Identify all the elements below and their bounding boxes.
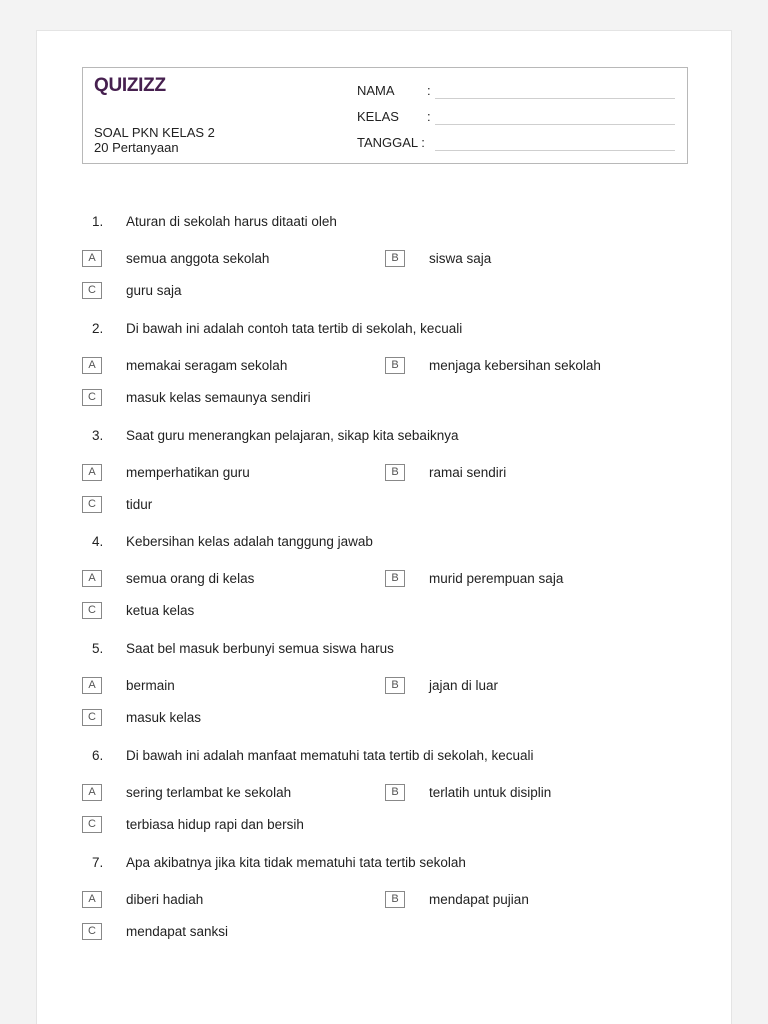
option-text: guru saja <box>126 283 182 298</box>
question-text: Apa akibatnya jika kita tidak mematuhi tata tertib sekolah <box>126 854 466 870</box>
name-colon: : <box>427 83 431 98</box>
option-letter-box[interactable]: B <box>385 891 405 908</box>
option-letter-box[interactable]: C <box>82 389 102 406</box>
question-item <box>82 636 692 743</box>
option-text: ramai sendiri <box>429 464 507 480</box>
question-number: 2. <box>92 320 104 336</box>
question-number: 5. <box>92 641 104 657</box>
question-text: Saat guru menerangkan pelajaran, sikap kita sebaiknya <box>126 427 459 443</box>
option-letter-box[interactable]: B <box>385 250 405 267</box>
option-text: tidur <box>126 496 153 512</box>
class-colon: : <box>427 109 431 124</box>
worksheet-page <box>36 30 732 1024</box>
class-label: KELAS <box>357 109 399 124</box>
option-text: siswa saja <box>429 251 492 266</box>
question-text: Di bawah ini adalah contoh tata tertib di sekolah, kecuali <box>126 320 463 336</box>
option-text: memperhatikan guru <box>126 464 250 480</box>
class-blank-line <box>435 115 675 125</box>
question-number: 6. <box>92 747 104 763</box>
option-letter-box[interactable]: A <box>82 570 102 587</box>
option-letter-box[interactable]: C <box>82 602 102 619</box>
option-letter-box[interactable]: B <box>385 570 405 587</box>
question-item <box>82 423 692 530</box>
name-label: NAMA <box>357 83 395 98</box>
question-text: Aturan di sekolah harus ditaati oleh <box>126 214 337 229</box>
option-text: jajan di luar <box>429 678 499 694</box>
option-text: semua anggota sekolah <box>126 251 270 266</box>
option-letter-box[interactable]: A <box>82 250 102 267</box>
option-letter-box[interactable]: A <box>82 784 102 801</box>
option-letter-box[interactable]: C <box>82 496 102 513</box>
option-letter-box[interactable]: C <box>82 923 102 940</box>
option-text: mendapat pujian <box>429 891 529 907</box>
quiz-title: SOAL PKN KELAS 2 <box>94 125 215 140</box>
question-text: Di bawah ini adalah manfaat mematuhi tata tertib di sekolah, kecuali <box>126 747 534 763</box>
option-text: semua orang di kelas <box>126 571 255 587</box>
question-number: 4. <box>92 534 104 550</box>
option-text: murid perempuan saja <box>429 571 564 587</box>
option-text: menjaga kebersihan sekolah <box>429 357 601 373</box>
date-label: TANGGAL : <box>357 135 425 150</box>
option-letter-box[interactable]: B <box>385 784 405 801</box>
option-text: masuk kelas semaunya sendiri <box>126 389 311 405</box>
name-blank-line <box>435 89 675 99</box>
option-letter-box[interactable]: B <box>385 464 405 481</box>
date-blank-line <box>435 141 675 151</box>
question-item <box>82 850 692 957</box>
question-list <box>82 209 692 957</box>
option-letter-box[interactable]: A <box>82 464 102 481</box>
option-text: terbiasa hidup rapi dan bersih <box>126 816 304 832</box>
option-text: masuk kelas <box>126 710 202 726</box>
question-number: 3. <box>92 427 104 443</box>
question-count: 20 Pertanyaan <box>94 140 179 155</box>
option-text: bermain <box>126 678 175 694</box>
option-letter-box[interactable]: B <box>385 677 405 694</box>
option-letter-box[interactable]: B <box>385 357 405 374</box>
class-field <box>357 105 675 125</box>
date-field <box>357 131 675 151</box>
question-item <box>82 529 692 636</box>
option-letter-box[interactable]: C <box>82 282 102 299</box>
option-text: sering terlambat ke sekolah <box>126 784 292 800</box>
question-number: 7. <box>92 854 104 870</box>
option-letter-box[interactable]: C <box>82 709 102 726</box>
option-text: ketua kelas <box>126 603 195 619</box>
option-letter-box[interactable]: A <box>82 677 102 694</box>
question-number: 1. <box>92 214 104 229</box>
question-text: Saat bel masuk berbunyi semua siswa harus <box>126 641 394 657</box>
option-text: mendapat sanksi <box>126 923 229 939</box>
name-field <box>357 79 675 99</box>
option-letter-box[interactable]: C <box>82 816 102 833</box>
option-text: terlatih untuk disiplin <box>429 784 552 800</box>
option-letter-box[interactable]: A <box>82 357 102 374</box>
quizizz-logo: QUIZIZZ <box>94 75 166 96</box>
question-item <box>82 209 692 316</box>
question-item <box>82 743 692 850</box>
option-text: diberi hadiah <box>126 891 204 907</box>
option-letter-box[interactable]: A <box>82 891 102 908</box>
option-text: memakai seragam sekolah <box>126 357 288 373</box>
question-item <box>82 316 692 423</box>
question-text: Kebersihan kelas adalah tanggung jawab <box>126 534 373 550</box>
worksheet-header <box>82 67 688 164</box>
